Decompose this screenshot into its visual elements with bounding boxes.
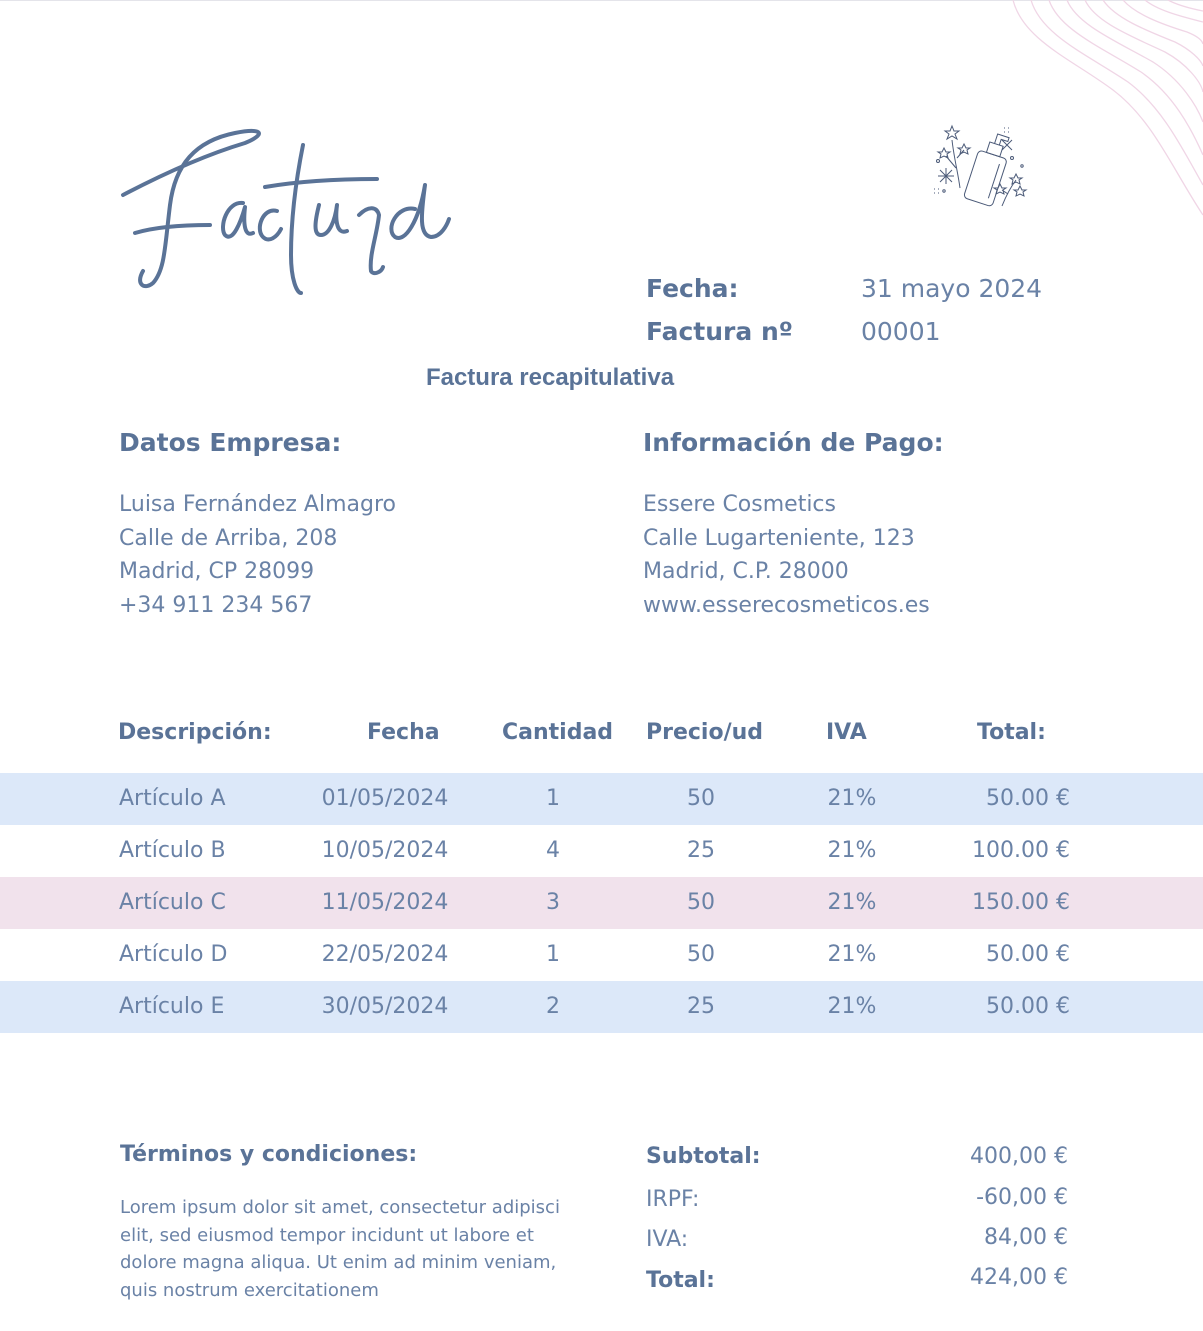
items-table-header — [0, 720, 1203, 754]
table-row — [0, 929, 1203, 981]
row-total: 150.00 € — [972, 890, 1070, 915]
row-unit-price: 50 — [687, 890, 715, 915]
row-unit-price: 25 — [687, 994, 715, 1019]
payment-section-title: Información de Pago: — [643, 428, 944, 457]
header-vat: IVA — [826, 720, 867, 745]
row-date: 10/05/2024 — [321, 838, 449, 863]
row-quantity: 3 — [546, 890, 560, 915]
row-vat: 21% — [827, 942, 877, 967]
row-total: 50.00 € — [986, 994, 1070, 1019]
table-row — [0, 877, 1203, 929]
table-row — [0, 825, 1203, 877]
wave-lines-decoration — [1003, 0, 1203, 220]
row-quantity: 4 — [546, 838, 560, 863]
iva-value: 84,00 € — [984, 1225, 1068, 1250]
row-description: Artículo B — [119, 838, 226, 863]
irpf-value: -60,00 € — [976, 1185, 1068, 1210]
row-quantity: 2 — [546, 994, 560, 1019]
row-vat: 21% — [827, 994, 877, 1019]
payment-street: Calle Lugarteniente, 123 — [643, 525, 915, 551]
subtotal-value: 400,00 € — [970, 1144, 1068, 1169]
items-table-body — [0, 773, 1203, 1033]
company-street: Calle de Arriba, 208 — [119, 525, 338, 551]
row-date: 01/05/2024 — [321, 786, 449, 811]
company-city: Madrid, CP 28099 — [119, 559, 315, 585]
header-description: Descripción: — [118, 720, 272, 745]
table-row — [0, 773, 1203, 825]
invoice-number-value: 00001 — [861, 317, 941, 346]
payment-website[interactable]: www.esserecosmeticos.es — [643, 592, 930, 618]
payment-city: Madrid, C.P. 28000 — [643, 559, 849, 585]
row-total: 50.00 € — [986, 786, 1070, 811]
company-phone: +34 911 234 567 — [119, 592, 313, 618]
row-description: Artículo D — [119, 942, 228, 967]
header-date: Fecha — [367, 720, 440, 745]
header-quantity: Cantidad — [502, 720, 614, 745]
row-date: 30/05/2024 — [321, 994, 449, 1019]
table-row — [0, 981, 1203, 1033]
invoice-number-label: Factura nº — [646, 317, 793, 346]
row-description: Artículo A — [119, 786, 226, 811]
row-vat: 21% — [827, 838, 877, 863]
header-unit-price: Precio/ud — [646, 720, 764, 745]
row-total: 50.00 € — [986, 942, 1070, 967]
total-value: 424,00 € — [970, 1265, 1068, 1290]
invoice-subtitle: Factura recapitulativa — [425, 364, 675, 391]
row-quantity: 1 — [546, 942, 560, 967]
invoice-title-script — [115, 125, 455, 305]
total-label: Total: — [646, 1268, 715, 1293]
row-description: Artículo C — [119, 890, 226, 915]
date-label: Fecha: — [646, 274, 739, 303]
row-date: 11/05/2024 — [321, 890, 449, 915]
iva-label: IVA: — [646, 1227, 689, 1252]
row-quantity: 1 — [546, 786, 560, 811]
terms-body: Lorem ipsum dolor sit amet, consectetur adipisci elit, sed eiusmod tempor incidunt ut labore et dolore magna aliqua. Ut enim ad minim veniam, quis nostrum exercitationem — [120, 1197, 560, 1301]
row-unit-price: 50 — [687, 786, 715, 811]
row-date: 22/05/2024 — [321, 942, 449, 967]
row-unit-price: 50 — [687, 942, 715, 967]
header-total: Total: — [977, 720, 1046, 745]
terms-title: Términos y condiciones: — [120, 1142, 418, 1167]
row-total: 100.00 € — [972, 838, 1070, 863]
irpf-label: IRPF: — [646, 1187, 700, 1212]
company-address — [119, 488, 396, 622]
payment-company-name: Essere Cosmetics — [643, 492, 836, 517]
company-name: Luisa Fernández Almagro — [119, 492, 396, 517]
row-description: Artículo E — [119, 994, 225, 1019]
row-vat: 21% — [827, 786, 877, 811]
company-section-title: Datos Empresa: — [119, 428, 342, 457]
date-value: 31 mayo 2024 — [861, 274, 1043, 303]
cosmetic-bottle-stars-icon — [930, 118, 1030, 213]
row-unit-price: 25 — [687, 838, 715, 863]
subtotal-label: Subtotal: — [646, 1144, 761, 1169]
payment-address — [643, 488, 930, 622]
row-vat: 21% — [827, 890, 877, 915]
